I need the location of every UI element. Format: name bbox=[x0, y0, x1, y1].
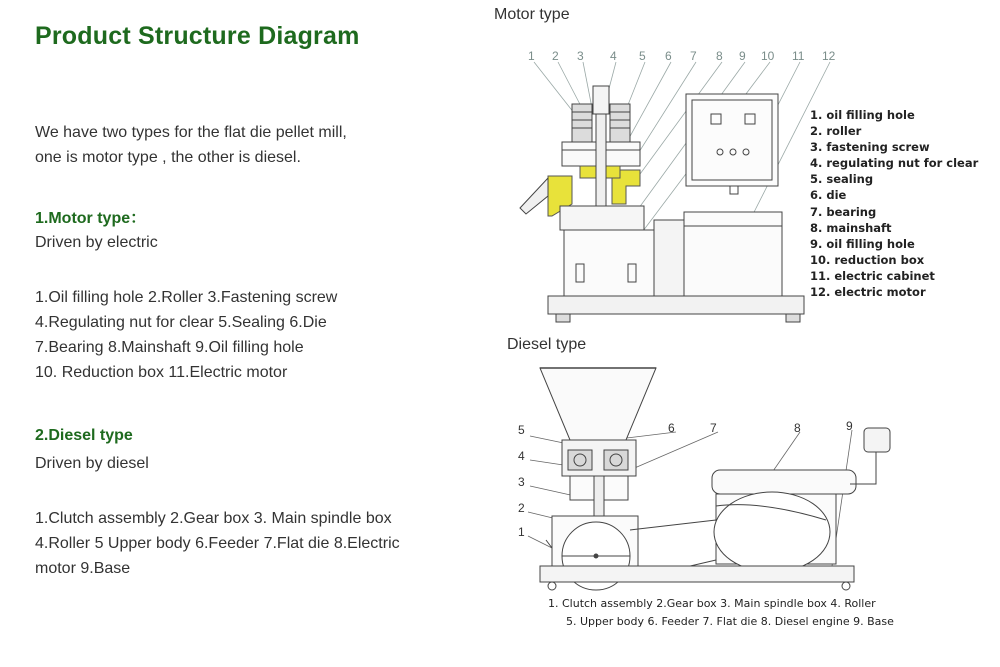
motor-legend-item: 12. electric motor bbox=[810, 285, 926, 300]
motor-legend-item: 3. fastening screw bbox=[810, 140, 930, 155]
motor-callout-number: 3 bbox=[577, 49, 584, 63]
diesel-callout-number: 5 bbox=[518, 423, 525, 437]
motor-callout-number: 12 bbox=[822, 49, 836, 63]
diesel-parts-line-3: motor 9.Base bbox=[35, 560, 131, 577]
motor-legend-item: 1. oil filling hole bbox=[810, 108, 915, 122]
motor-legend-item: 2. roller bbox=[810, 124, 862, 139]
motor-callout-number: 6 bbox=[665, 49, 672, 63]
motor-callout-number: 5 bbox=[639, 49, 646, 63]
page-title: Product Structure Diagram bbox=[35, 22, 360, 50]
diesel-caption-line-1: 1. Clutch assembly 2.Gear box 3. Main spindle box 4. Roller bbox=[548, 597, 876, 610]
diesel-callout-number: 9 bbox=[846, 419, 853, 433]
diesel-callout-number: 4 bbox=[518, 449, 525, 463]
diesel-diagram-title: Diesel type bbox=[507, 336, 587, 353]
intro-line-1: We have two types for the flat die pellet mill, bbox=[35, 124, 347, 141]
motor-legend-item: 8. mainshaft bbox=[810, 220, 892, 235]
diesel-parts-line-1: 1.Clutch assembly 2.Gear box 3. Main spindle box bbox=[35, 510, 392, 527]
diesel-callout-number: 6 bbox=[668, 421, 675, 435]
motor-legend-item: 9. oil filling hole bbox=[810, 236, 915, 251]
diesel-callout-number: 8 bbox=[794, 421, 801, 435]
diesel-callout-number: 2 bbox=[518, 501, 525, 515]
motor-parts-line-4: 10. Reduction box 11.Electric motor bbox=[35, 364, 288, 381]
motor-callout-number: 9 bbox=[739, 49, 746, 63]
motor-parts-line-2: 4.Regulating nut for clear 5.Sealing 6.Die bbox=[35, 314, 327, 331]
diesel-parts-line-2: 4.Roller 5 Upper body 6.Feeder 7.Flat die 8.Electric bbox=[35, 535, 400, 552]
motor-callout-number: 10 bbox=[761, 49, 775, 63]
diesel-caption-line-2: 5. Upper body 6. Feeder 7. Flat die 8. Diesel engine 9. Base bbox=[566, 615, 894, 628]
diesel-callout-number: 3 bbox=[518, 475, 525, 489]
motor-type-drawing bbox=[520, 62, 830, 322]
motor-callout-number: 2 bbox=[552, 49, 559, 63]
motor-section-heading: 1.Motor type： bbox=[35, 210, 147, 227]
motor-callout-numbers bbox=[528, 49, 836, 63]
diesel-type-drawing bbox=[528, 368, 890, 590]
motor-callout-number: 7 bbox=[690, 49, 697, 63]
intro-line-2: one is motor type , the other is diesel. bbox=[35, 149, 301, 166]
motor-legend-item: 10. reduction box bbox=[810, 252, 925, 267]
diesel-callout-number: 7 bbox=[710, 421, 717, 435]
motor-callout-number: 4 bbox=[610, 49, 617, 63]
motor-legend-item: 6. die bbox=[810, 188, 847, 203]
motor-parts-line-3: 7.Bearing 8.Mainshaft 9.Oil filling hole bbox=[35, 339, 304, 356]
motor-legend-item: 11. electric cabinet bbox=[810, 268, 935, 283]
motor-legend-item: 5. sealing bbox=[810, 172, 874, 187]
motor-diagram-title: Motor type bbox=[494, 6, 570, 23]
motor-callout-number: 1 bbox=[528, 49, 535, 63]
diesel-section-heading: 2.Diesel type bbox=[35, 427, 133, 444]
motor-callout-number: 8 bbox=[716, 49, 723, 63]
motor-parts-line-1: 1.Oil filling hole 2.Roller 3.Fastening screw bbox=[35, 289, 338, 306]
diesel-callout-number: 1 bbox=[518, 525, 525, 539]
motor-legend-item: 4. regulating nut for clear bbox=[810, 156, 979, 171]
motor-legend-item: 7. bearing bbox=[810, 204, 877, 219]
diesel-section-subtitle: Driven by diesel bbox=[35, 455, 149, 472]
motor-section-subtitle: Driven by electric bbox=[35, 234, 158, 251]
motor-callout-number: 11 bbox=[792, 49, 805, 63]
